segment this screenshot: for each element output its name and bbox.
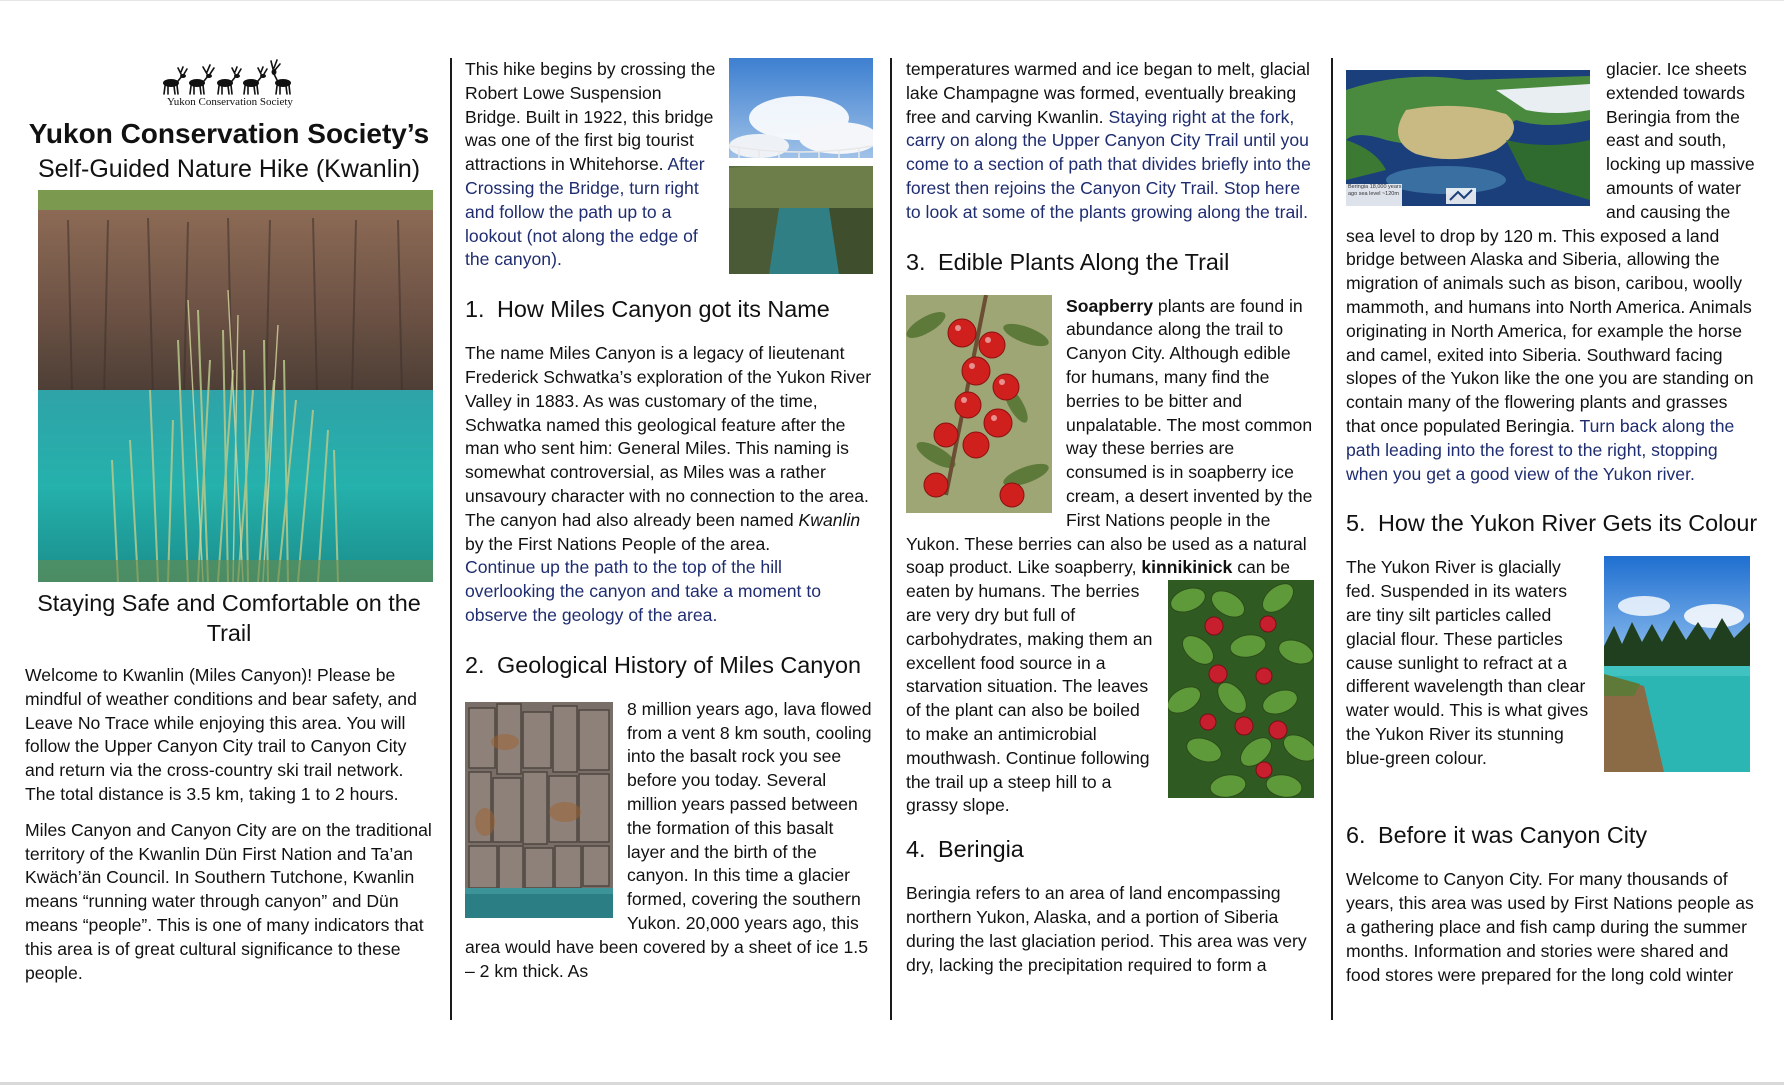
intro-text: This hike begins by crossing the Robert Lowe Suspension Bridge. Built in 1922, this bridge was one of the first big tourist attractions in Whitehorse. <box>465 59 716 175</box>
section-6-heading <box>1346 820 1758 850</box>
section-6-title: Before it was Canyon City <box>1378 822 1648 849</box>
safety-heading: Staying Safe and Comfortable on the Trail <box>37 590 421 646</box>
column-divider <box>890 58 892 1020</box>
section-4-heading <box>906 834 1314 864</box>
column-4 <box>1346 58 1758 1018</box>
section-6-number: 6. <box>1346 822 1366 849</box>
section-1-number: 1. <box>465 296 485 323</box>
section-3-title: Edible Plants Along the Trail <box>938 248 1230 275</box>
section-2-heading <box>465 650 873 680</box>
section-2-number: 2. <box>465 651 485 678</box>
section-1-heading <box>465 294 873 324</box>
column-3 <box>906 58 1314 1018</box>
welcome-paragraph: Welcome to Kwanlin (Miles Canyon)! Please be mindful of weather conditions and bear safety, and Leave No Trace while enjoying this area. You will follow the Upper Canyon City trail to Canyon City and return via the cross-country ski trail network. The total distance is 3.5 km, taking 1 to 2 hours. <box>25 665 417 804</box>
section-5-heading <box>1346 508 1758 538</box>
column-1 <box>25 58 433 1018</box>
basalt-rock-photo <box>465 702 613 918</box>
column-3-continuation: temperatures warmed and ice began to melt, glacial lake Champagne was formed, eventually breaking free and carving Kwanlin. <box>906 59 1310 127</box>
kinnikinick-photo <box>1168 580 1314 798</box>
section-4-number: 4. <box>906 836 926 863</box>
bottom-border <box>0 1082 1784 1085</box>
beringia-map <box>1346 70 1590 206</box>
section-3-heading <box>906 247 1314 277</box>
section-2-body: 8 million years ago, lava flowed from a vent 8 km south, cooling into the basalt rock you see before you today. Several million years passed between the formation of this basalt layer and the birth of the canyon. In this time a glacier formed, covering the southern Yukon. 20,000 years ago, this area would have been covered by a sheet of ice 1.5 – 2 km thick. As <box>465 698 872 981</box>
column-3-direction: Staying right at the fork, carry on along the Upper Canyon City Trail until you come to a section of path that divides briefly into the forest then rejoins the Canyon City Trail. Stop here to look at some of the plants growing along the trail. <box>906 106 1311 222</box>
section-4-title: Beringia <box>938 836 1024 863</box>
section-2-title: Geological History of Miles Canyon <box>497 651 862 678</box>
map-caption: Beringia 18,000 years ago sea level ~120m <box>1348 184 1402 197</box>
section-1-title: How Miles Canyon got its Name <box>497 296 830 323</box>
section-5-number: 5. <box>1346 510 1366 537</box>
page-subtitle: Self-Guided Nature Hike (Kwanlin) <box>37 155 421 183</box>
column-4-direction: Turn back along the path leading into the forest to the right, stopping when you get a good view of the Yukon river. <box>1346 415 1735 484</box>
section-3-number: 3. <box>906 248 926 275</box>
top-border <box>0 0 1784 1</box>
section-1-italic: Kwanlin <box>798 509 861 530</box>
section-1-body: The name Miles Canyon is a legacy of lieutenant Frederick Schwatka’s exploration of the Yukon River Valley in 1883. As was customary of the time, Schwatka named this geological feature after the man who sent him: General Miles. This naming is somewhat controversial, as Miles was a rather unsavoury character with no connection to the area. The canyon had also already been named <box>465 343 872 530</box>
section-6-body: Welcome to Canyon City. For many thousands of years, this area was used by First Nations people as a gathering place and fish camp during the summer months. Information and stories were shared and food stores were prepared for the long cold winter <box>1346 869 1754 985</box>
page-title: Yukon Conservation Society’s <box>28 118 430 149</box>
section-5-title: How the Yukon River Gets its Colour <box>1378 510 1758 537</box>
section-3-body-2: can be eaten by humans. The berries are very dry but full of carbohydrates, making them an excellent food source in a starvation situation. The leaves of the plant can also be boiled to make an antimicrobial mouthwash. Continue following the trail up a steep hill to a grassy slope. <box>906 557 1291 816</box>
territory-paragraph: Miles Canyon and Canyon City are on the traditional territory of the Kwanlin Dün First Nation and Ta’an Kwäch’än Council. In Southern Tutchone, Kwanlin means “running water through canyon” and Dün means “people”. This is one of many indicators that this area is of great cultural significance to these people. <box>25 819 432 983</box>
section-1-body-end: by the First Nations People of the area. <box>465 533 771 554</box>
logo-caption: Yukon Conservation Society <box>167 96 293 108</box>
section-5-body: The Yukon River is glacially fed. Suspended in its waters are tiny silt particles called glacial flour. These particles cause sunlight to refract at a different wavelength than clear water would. This is what gives the Yukon River its stunning blue-green colour. <box>1346 557 1589 768</box>
caribou-logo-icon <box>155 58 305 96</box>
column-divider <box>1331 58 1333 1020</box>
section-3-body-1: plants are found in abundance along the trail to Canyon City. Although edible for humans, many find the berries to be bitter and unpalatable. The most common way these berries are consumed is in soapberry ice cream, a desert invented by the First Nations people in the Yukon. These berries can also be used as a natural soap product. Like soapberry, <box>906 295 1313 578</box>
canyon-cliff-photo <box>38 190 433 582</box>
column-divider <box>450 58 452 1020</box>
kinnikinick-term: kinnikinick <box>1141 557 1233 578</box>
section-1-direction: Continue up the path to the top of the hill overlooking the canyon and take a moment to observe the geology of the area. <box>465 557 822 625</box>
column-2 <box>465 58 873 1018</box>
intro-direction: After Crossing the Bridge, turn right and follow the path up to a lookout (not along the edge of the canyon). <box>465 154 705 270</box>
column-4-continuation: glacier. Ice sheets extended towards Beringia from the east and south, locking up massive amounts of water and causing the sea level to drop by 120 m. This exposed a land bridge between Alaska and Siberia, allowing the migration of animals such as bison, caribou, woolly mammoth, and humans into North America. Animals originating in North America, for example the horse and camel, exited into Siberia. Southward facing slopes of the Yukon like the one you are standing on contain many of the flowering plants and grasses that once populated Beringia. <box>1346 59 1755 436</box>
suspension-bridge-photo <box>729 58 873 274</box>
soapberry-photo <box>906 295 1052 513</box>
yukon-river-photo <box>1604 556 1750 772</box>
society-logo <box>25 58 433 108</box>
section-4-body: Beringia refers to an area of land encompassing northern Yukon, Alaska, and a portion of Siberia during the last glaciation period. This area was very dry, lacking the precipitation required to form a <box>906 883 1307 975</box>
soapberry-term: Soapberry <box>1066 295 1154 316</box>
